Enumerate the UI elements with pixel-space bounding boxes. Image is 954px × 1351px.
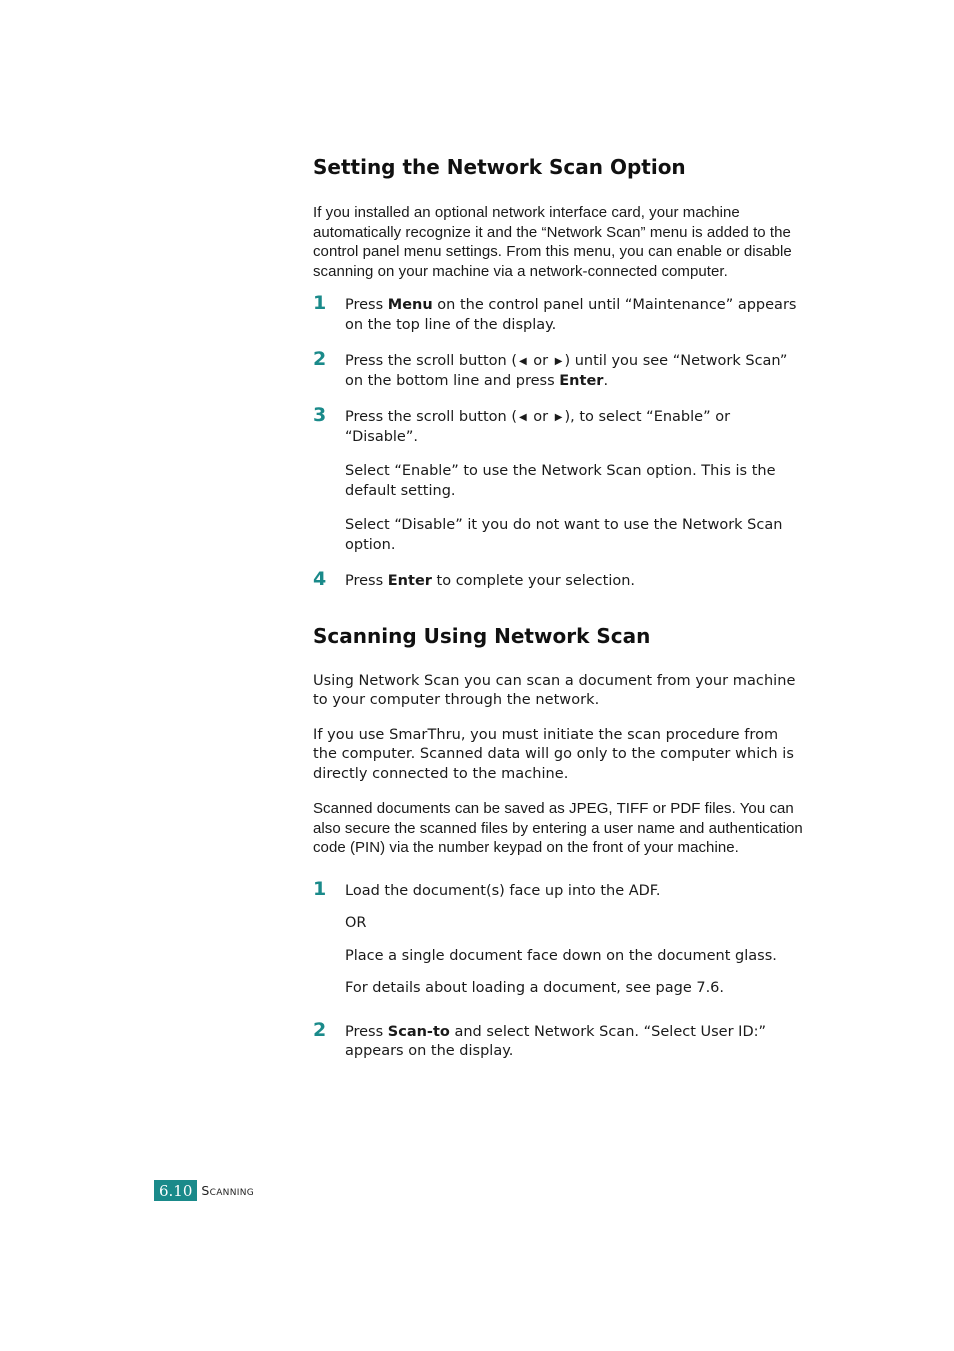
body-paragraph: Using Network Scan you can scan a document from your machine to your computer through the network.	[313, 672, 796, 708]
left-arrow-icon: ◀	[518, 412, 527, 423]
scan-step-1	[313, 877, 803, 999]
step-or: OR	[345, 915, 367, 931]
step-alternative: Place a single document face down on the document glass.	[345, 947, 777, 964]
page-content	[313, 155, 803, 1079]
step-4	[313, 568, 803, 592]
chapter-title: Scanning	[201, 1183, 255, 1198]
step-text: Load the document(s) face up into the ADF.	[345, 882, 661, 899]
step-2	[313, 348, 803, 391]
step-note: Select “Disable” it you do not want to use the Network Scan option.	[345, 517, 783, 553]
step-3	[313, 404, 803, 555]
step-number: 1	[313, 292, 327, 314]
step-text: Press the scroll button ( ◀ or ▶ ) until you see “Network Scan” on the bottom line and press Enter.	[345, 353, 788, 389]
body-paragraph: Scanned documents can be saved as JPEG, TIFF or PDF files. You can also secure the scanned files by entering a user name and authentication code (PIN) via the number keypad on the front of your machine.	[313, 800, 803, 856]
step-text: Press Enter to complete your selection.	[345, 573, 636, 589]
step-number: 3	[313, 404, 327, 426]
step-number: 2	[313, 348, 327, 370]
step-1	[313, 292, 803, 335]
right-arrow-icon: ▶	[554, 356, 563, 367]
step-number: 1	[313, 877, 327, 900]
left-arrow-icon: ◀	[518, 356, 527, 367]
right-arrow-icon: ▶	[554, 412, 563, 423]
step-note: Select “Enable” to use the Network Scan option. This is the default setting.	[345, 463, 776, 499]
step-text: Press Menu on the control panel until “Maintenance” appears on the top line of the display.	[345, 297, 797, 333]
step-number: 2	[313, 1018, 327, 1041]
intro-paragraph: If you installed an optional network interface card, your machine automatically recognize it and the “Network Scan” menu is added to the control panel menu settings. From this menu, you can enable or disable scanning on your machine via a network-connected computer.	[313, 204, 792, 280]
body-paragraph: If you use SmarThru, you must initiate the scan procedure from the computer. Scanned data will go only to the computer which is directly connected to the machine.	[313, 726, 794, 782]
section-heading-network-scan-option: Setting the Network Scan Option	[313, 155, 686, 179]
page-number: 6.10	[154, 1180, 197, 1201]
section-heading-scanning-network-scan: Scanning Using Network Scan	[313, 623, 651, 648]
step-number: 4	[313, 568, 327, 590]
step-text: Press Scan-to and select Network Scan. “Select User ID:” appears on the display.	[345, 1023, 767, 1059]
scan-step-2	[313, 1018, 803, 1062]
page-footer	[154, 1180, 254, 1201]
step-note: For details about loading a document, see page 7.6.	[345, 980, 725, 996]
step-text: Press the scroll button ( ◀ or ▶ ), to select “Enable” or “Disable”.	[345, 409, 731, 445]
